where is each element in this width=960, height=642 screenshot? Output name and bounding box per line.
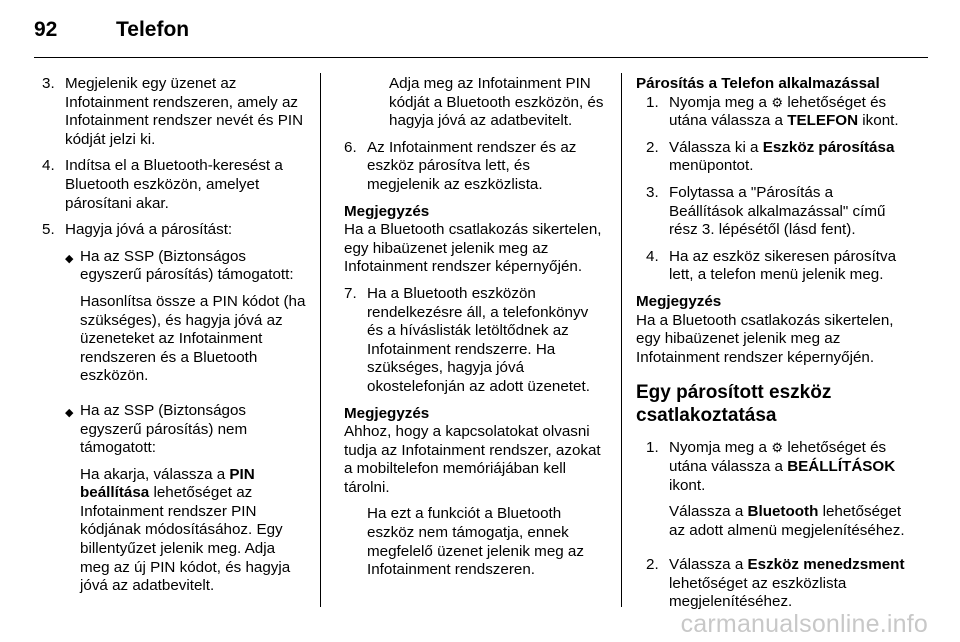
- column-2: [344, 75, 606, 588]
- step-6: 6. Az Infotainment rendszer és az eszköz párosítva lett, és megjelenik az eszközlista.: [344, 138, 577, 193]
- step-5-continued: Adja meg az Infotainment PIN kódját a Bluetooth eszközön, és hagyja jóvá az adatbevitelt.: [389, 75, 604, 130]
- note-2-paragraph: Ha ezt a funkciót a Bluetooth eszköz nem támogatja, ennek megfelelő üzenet jelenik meg az Infotainment rendszeren.: [367, 505, 584, 579]
- step-5: 5. Hagyja jóvá a párosítást: ◆ Ha az SSP (Biztonságos egyszerű párosítás) támogatott: Hasonlítsa össze a PIN kódot (ha szükséges), és hagyja jóvá az üzeneteket az Infotainment rendszeren és a Bluetooth eszközön. ◆ Ha az SSP (Biztonságos egyszerű párosítás) nem támogatott: Ha akarja, válassza a PIN beállítása lehetőséget az Infotainment rendszer PIN kódjának módosításához. Egy billentyűzet jelenik meg. Adja meg az új PIN kódot, és hagyja jóvá az adatbevitelt.: [42, 221, 308, 612]
- note-3: Megjegyzés Ha a Bluetooth csatlakozás sikertelen, egy hibaüzenet jelenik meg az Infotainment rendszer képernyőjén.: [636, 292, 894, 366]
- bullet-diamond-icon: ◆: [65, 406, 74, 419]
- subheading-pairing-phone-app: Párosítás a Telefon alkalmazással: [636, 75, 880, 92]
- step-7: 7. Ha a Bluetooth eszközön rendelkezésre áll, a telefonkönyv és a híváslisták letöltődnek az Infotainment rendszerre. Ha szükséges, hagyja jóvá okostelefonján az adott üzenetet.: [344, 284, 590, 395]
- gear-icon: ⚙: [771, 94, 783, 110]
- pair-step-4: 4. Ha az eszköz sikeresen párosítva lett, a telefon menü jelenik meg.: [646, 247, 897, 284]
- column-1: [42, 75, 308, 620]
- bullet-diamond-icon: ◆: [65, 252, 74, 265]
- column-divider-2: [621, 73, 622, 607]
- bullet-ssp-supported: ◆ Ha az SSP (Biztonságos egyszerű párosítás) támogatott: Hasonlítsa össze a PIN kódot (ha szükséges), és hagyja jóvá az üzeneteket az Infotainment rendszeren és a Bluetooth eszközön.: [65, 248, 308, 394]
- column-divider-1: [320, 73, 321, 607]
- step-4: 4. Indítsa el a Bluetooth-keresést a Bluetooth eszközön, amelyet párosítani akar.: [42, 157, 283, 212]
- page-number: 92: [34, 18, 58, 41]
- connect-step-1: 1. Nyomja meg a ⚙ lehetőséget és utána válassza a BEÁLLÍTÁSOK ikont. Válassza a Bluetooth lehetőséget az adott almenü megjelenítéséhez.: [646, 439, 905, 539]
- note-1: Megjegyzés Ha a Bluetooth csatlakozás sikertelen, egy hibaüzenet jelenik meg az Infotainment rendszer képernyőjén.: [344, 202, 602, 276]
- header-rule: [34, 57, 928, 58]
- step-3: 3. Megjelenik egy üzenet az Infotainment rendszeren, amely az Infotainment rendszer nevét és PIN kódját jelzi ki.: [42, 75, 304, 148]
- pair-step-2: 2. Válassza ki a Eszköz párosítása menüpontot.: [646, 138, 895, 175]
- gear-icon: ⚙: [771, 440, 783, 456]
- column-3: [636, 75, 906, 620]
- bullet-ssp-not-supported: ◆ Ha az SSP (Biztonságos egyszerű párosítás) nem támogatott: Ha akarja, válassza a PIN beállítása lehetőséget az Infotainment rendszer PIN kódjának módosításához. Egy billentyűzet jelenik meg. Adja meg az új PIN kódot, és hagyja jóvá az adatbevitelt.: [65, 402, 308, 604]
- pair-step-1: 1. Nyomja meg a ⚙ lehetőséget és utána válassza a TELEFON ikont.: [646, 93, 899, 130]
- page-title: Telefon: [116, 18, 190, 41]
- watermark: carmanualsonline.info: [680, 610, 928, 638]
- pair-step-3: 3. Folytassa a "Párosítás a Beállítások alkalmazással" című rész 3. lépésétől (lásd fent).: [646, 183, 886, 239]
- note-2: Megjegyzés Ahhoz, hogy a kapcsolatokat olvasni tudja az Infotainment rendszer, azokat a mobiltelefon memóriájában kell tárolni.: [344, 404, 601, 496]
- page-header: [34, 18, 189, 48]
- section-heading: Egy párosított eszköz csatlakoztatása: [636, 382, 832, 427]
- connect-step-2: 2. Válassza a Eszköz menedzsment lehetőséget az eszközlista megjelenítéséhez.: [646, 556, 905, 611]
